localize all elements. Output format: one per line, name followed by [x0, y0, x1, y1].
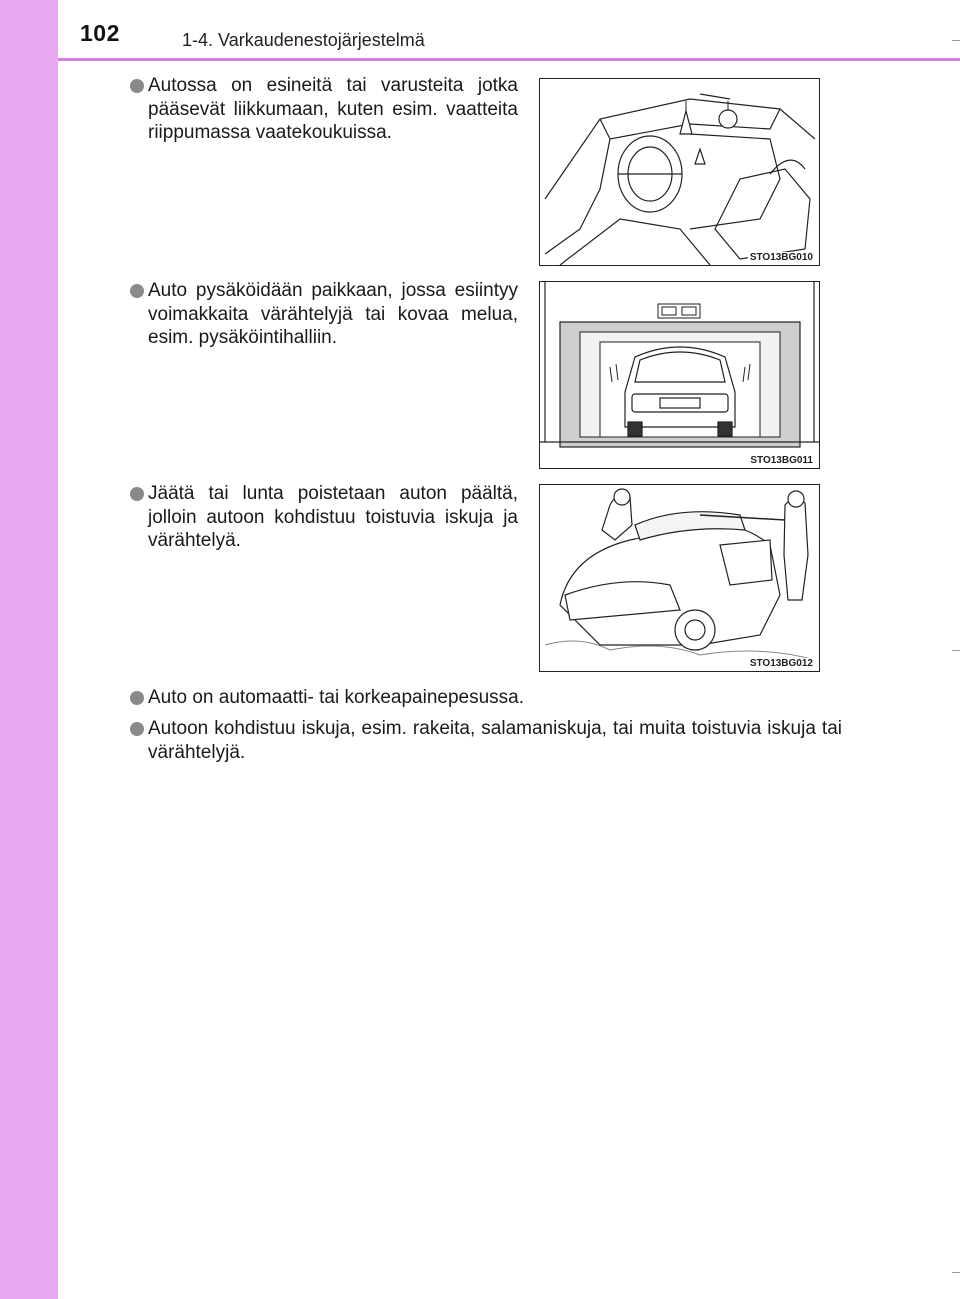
list-item [130, 279, 518, 350]
bullet-dot-icon [130, 487, 144, 501]
list-item-text: Autossa on esineitä tai varusteita jotka pääsevät liikkumaan, kuten esim. vaatteita riippumassa vaatekoukuissa. [148, 75, 518, 143]
margin-tick [952, 1272, 960, 1273]
figure-code: STO13BG010 [749, 252, 813, 263]
list-item-text: Auto pysäköidään paikkaan, jossa esiintyy voimakkaita värähtelyjä tai kovaa melua, esim. pysäköintihalliin. [148, 280, 518, 348]
list-item-text: Auto on automaatti- tai korkeapainepesussa. [148, 687, 525, 708]
figure-interior-hanging-items [539, 78, 820, 266]
bullet-dot-icon [130, 79, 144, 93]
list-item [130, 717, 842, 764]
bullet-dot-icon [130, 691, 144, 705]
figure-snow-removal [539, 484, 820, 672]
bullet-dot-icon [130, 722, 144, 736]
figure-code: STO13BG012 [749, 658, 813, 669]
header-rule [58, 58, 960, 61]
list-item [130, 686, 842, 710]
figure-code: STO13BG011 [750, 455, 813, 466]
list-item-text: Jäätä tai lunta poistetaan auton päältä, jolloin autoon kohdistuu toistuvia iskuja ja värähtelyä. [148, 483, 518, 551]
figure-parking-garage [539, 281, 820, 469]
bullet-dot-icon [130, 284, 144, 298]
list-item-text: Autoon kohdistuu iskuja, esim. rakeita, salamaniskuja, tai muita toistuvia iskuja tai värähtelyjä. [148, 718, 842, 763]
margin-tick [952, 650, 960, 651]
list-item [130, 482, 518, 553]
page-number: 102 [80, 20, 120, 46]
margin-tick [952, 40, 960, 41]
section-title: 1-4. Varkaudenestojärjestelmä [182, 30, 425, 50]
garage-illustration [540, 282, 819, 468]
snow-removal-illustration [540, 485, 819, 671]
interior-illustration [540, 79, 819, 265]
side-color-strip [0, 0, 58, 1299]
list-item [130, 74, 518, 145]
